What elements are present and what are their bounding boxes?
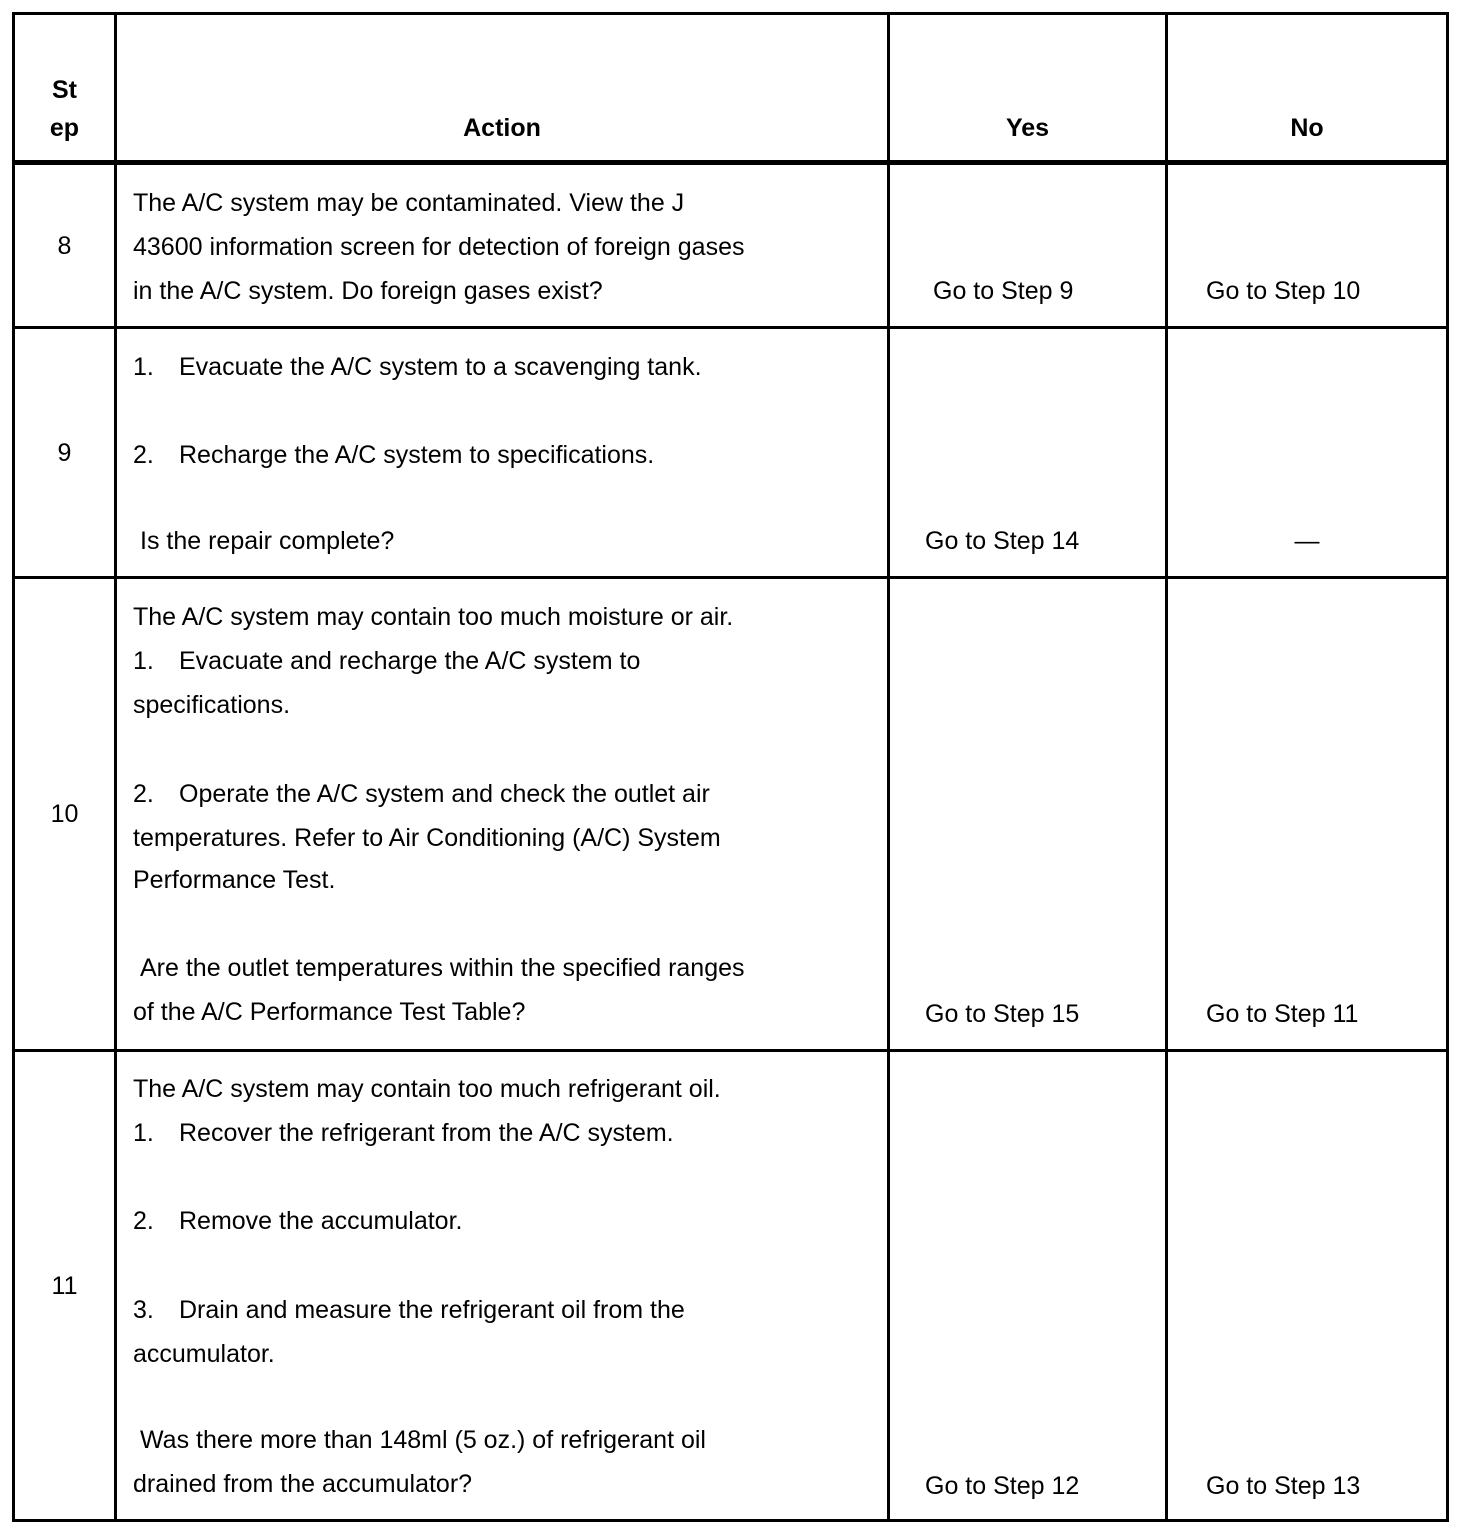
yes-link[interactable]: Go to Step 12 <box>925 1472 1080 1500</box>
column-divider <box>1165 15 1168 1519</box>
list-text-continued: temperatures. Refer to Air Conditioning (A/C) System <box>133 824 721 852</box>
list-text-continued: accumulator. <box>133 1340 275 1368</box>
list-number: 2. <box>133 1207 154 1235</box>
list-item <box>133 345 883 389</box>
header-no: No <box>1290 114 1324 142</box>
list-text: Evacuate the A/C system to a scavenging tank. <box>179 353 702 381</box>
column-divider <box>114 15 117 1519</box>
header-step-line2: ep <box>49 114 80 142</box>
question-text: of the A/C Performance Test Table? <box>133 998 526 1026</box>
step-number: 9 <box>57 439 72 467</box>
action-cell <box>133 181 883 313</box>
step-number: 8 <box>57 232 72 260</box>
list-text: Recharge the A/C system to specifications. <box>179 441 655 469</box>
list-text-continued: Performance Test. <box>133 866 336 894</box>
step-number: 11 <box>51 1272 78 1300</box>
list-text-continued: specifications. <box>133 691 291 719</box>
question-text: Was there more than 148ml (5 oz.) of refrigerant oil <box>140 1426 706 1454</box>
list-text: Recover the refrigerant from the A/C system. <box>179 1119 674 1147</box>
header-divider <box>15 160 1446 165</box>
row-divider <box>15 576 1446 579</box>
yes-link[interactable]: Go to Step 15 <box>925 1000 1080 1028</box>
no-link[interactable]: Go to Step 10 <box>1206 277 1361 305</box>
list-number: 1. <box>133 647 154 675</box>
list-item <box>133 433 883 477</box>
action-text: 43600 information screen for detection of foreign gases <box>133 233 745 261</box>
action-cell <box>133 1067 883 1506</box>
action-cell <box>133 595 883 1034</box>
list-item <box>133 639 883 683</box>
header-step-line1: St <box>52 76 77 104</box>
list-number: 3. <box>133 1296 154 1324</box>
list-text: Evacuate and recharge the A/C system to <box>179 647 641 675</box>
header-step <box>15 71 114 147</box>
no-value: — <box>1294 527 1320 555</box>
column-divider <box>887 15 890 1519</box>
list-item <box>133 1111 883 1155</box>
no-link[interactable]: Go to Step 13 <box>1206 1472 1361 1500</box>
row-divider <box>15 326 1446 329</box>
question-text: Is the repair complete? <box>140 527 395 555</box>
list-text: Operate the A/C system and check the outlet air <box>179 780 710 808</box>
question-text: Are the outlet temperatures within the specified ranges <box>140 954 745 982</box>
list-text: Drain and measure the refrigerant oil from the <box>179 1296 685 1324</box>
header-yes: Yes <box>1005 114 1050 142</box>
action-cell <box>133 345 883 563</box>
header-action: Action <box>463 114 541 142</box>
intro-text: The A/C system may contain too much refrigerant oil. <box>133 1075 721 1103</box>
intro-text: The A/C system may contain too much moisture or air. <box>133 603 734 631</box>
step-number: 10 <box>50 800 79 828</box>
list-number: 1. <box>133 353 154 381</box>
list-item <box>133 1288 883 1332</box>
list-number: 2. <box>133 441 154 469</box>
yes-link[interactable]: Go to Step 9 <box>933 277 1074 305</box>
row-divider <box>15 1049 1446 1052</box>
action-text: in the A/C system. Do foreign gases exist? <box>133 277 603 305</box>
list-item <box>133 772 883 816</box>
action-text: The A/C system may be contaminated. View the J <box>133 189 685 217</box>
diagnostic-table <box>12 12 1449 1522</box>
question-text: drained from the accumulator? <box>133 1470 473 1498</box>
list-item <box>133 1199 883 1243</box>
list-text: Remove the accumulator. <box>179 1207 463 1235</box>
list-number: 1. <box>133 1119 154 1147</box>
yes-link[interactable]: Go to Step 14 <box>925 527 1080 555</box>
no-link[interactable]: Go to Step 11 <box>1206 1000 1359 1028</box>
list-number: 2. <box>133 780 154 808</box>
